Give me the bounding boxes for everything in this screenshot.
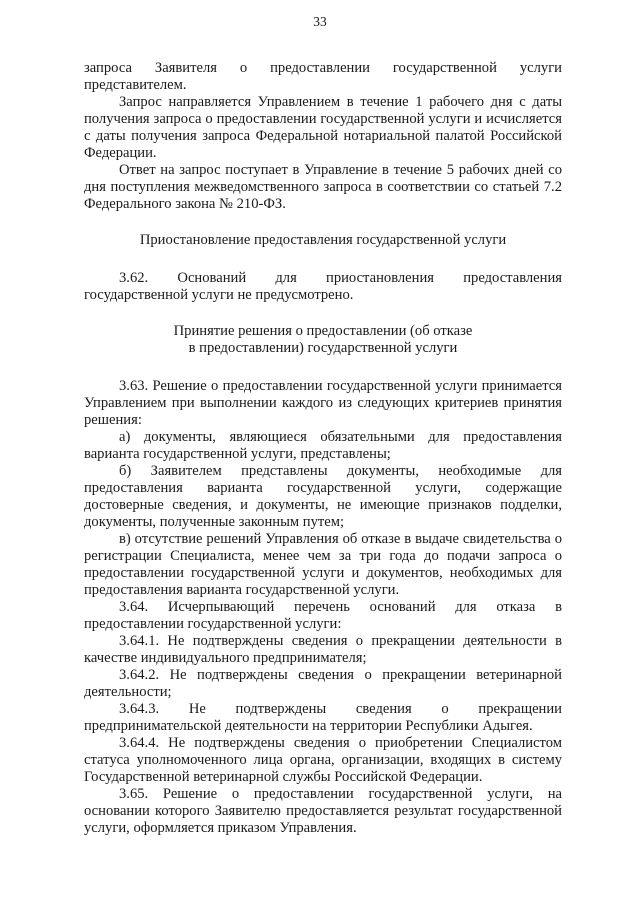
- paragraph-request: Запрос направляется Управлением в течение 1 рабочего дня с даты получения запроса о предоставлении государственной услуги и исчисляется с даты получения запроса Федеральной нотариальной палатой Российской Федерации.: [84, 94, 562, 161]
- section-heading-decision-line1: Принятие решения о предоставлении (об отказе: [173, 323, 473, 339]
- section-heading-decision-line2: в предоставлении) государственной услуги: [188, 340, 458, 356]
- paragraph-3-63: 3.63. Решение о предоставлении государственной услуги принимается Управлением при выполнении каждого из следующих критериев принятия решения:: [84, 378, 562, 428]
- section-heading-suspension: Приостановление предоставления государственной услуги: [139, 232, 507, 248]
- spacer: [84, 213, 562, 232]
- paragraph-3-64-1: 3.64.1. Не подтверждены сведения о прекращении деятельности в качестве индивидуального предпринимателя;: [84, 633, 562, 666]
- spacer: [84, 304, 562, 323]
- paragraph-3-64-3: 3.64.3. Не подтверждены сведения о прекращении предпринимательской деятельности на территории Республики Адыгея.: [84, 701, 562, 734]
- paragraph-criterion-a: а) документы, являющиеся обязательными для предоставления варианта государственной услуги, представлены;: [84, 429, 562, 462]
- paragraph-3-64-4: 3.64.4. Не подтверждены сведения о приобретении Специалистом статуса уполномоченного лица органа, организации, входящих в систему Государственной ветеринарной службы Российской Федерации.: [84, 735, 562, 785]
- spacer: [84, 249, 562, 270]
- paragraph-criterion-v: в) отсутствие решений Управления об отказе в выдаче свидетельства о регистрации Специалиста, менее чем за три года до подачи запроса о предоставлении государственной услуги и документов, необходимых для предоставления варианта государственной услуги.: [84, 531, 562, 598]
- paragraph-criterion-b: б) Заявителем представлены документы, необходимые для предоставления варианта государственной услуги, содержащие достоверные сведения, и документы, не имеющие признаков подделки, документы, полученные законным путем;: [84, 463, 562, 530]
- document-body: [84, 60, 562, 837]
- paragraph-3-64: 3.64. Исчерпывающий перечень оснований для отказа в предоставлении государственной услуги:: [84, 599, 562, 632]
- page-number: 33: [313, 14, 327, 29]
- paragraph-answer: Ответ на запрос поступает в Управление в течение 5 рабочих дней со дня поступления межведомственного запроса в соответствии со статьей 7.2 Федерального закона № 210-ФЗ.: [84, 162, 562, 212]
- paragraph-3-65: 3.65. Решение о предоставлении государственной услуги, на основании которого Заявителю предоставляется результат государственной услуги, оформляется приказом Управления.: [84, 786, 562, 836]
- paragraph-3-64-2: 3.64.2. Не подтверждены сведения о прекращении ветеринарной деятельности;: [84, 667, 562, 700]
- paragraph-3-62: 3.62. Оснований для приостановления предоставления государственной услуги не предусмотрено.: [84, 270, 562, 303]
- spacer: [84, 357, 562, 378]
- paragraph-continued: запроса Заявителя о предоставлении государственной услуги представителем.: [84, 60, 562, 93]
